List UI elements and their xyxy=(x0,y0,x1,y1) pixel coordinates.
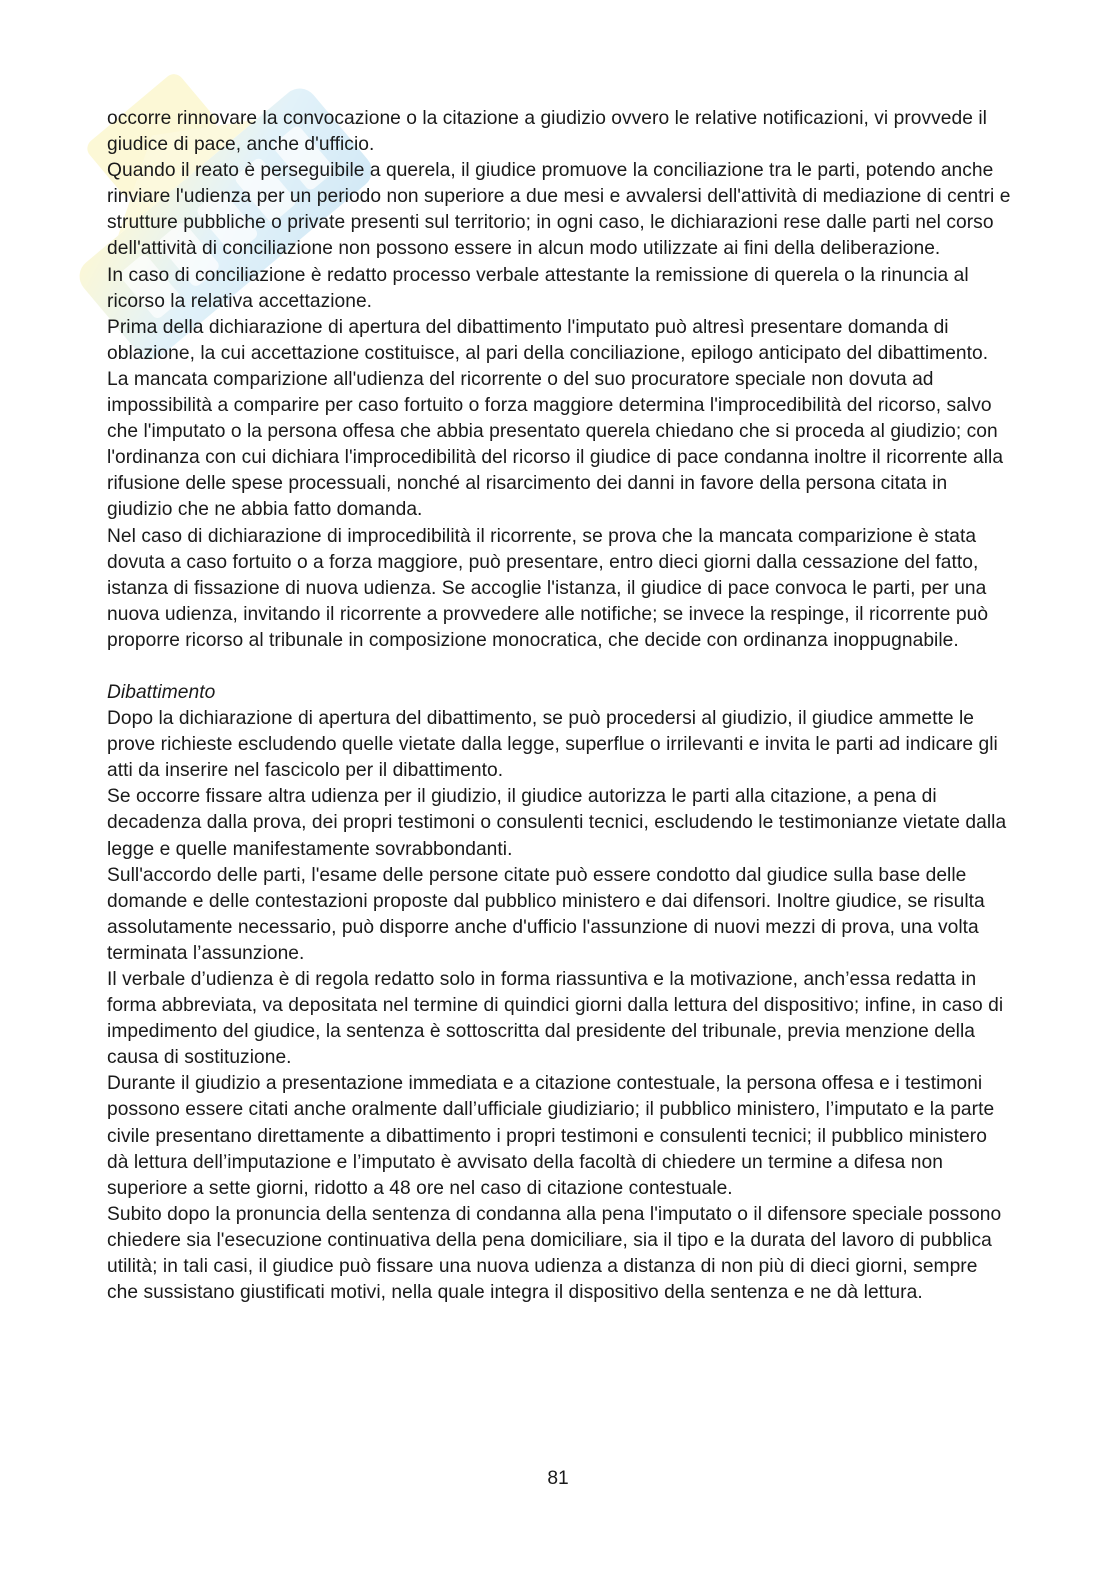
paragraph: Il verbale d’udienza è di regola redatto solo in forma riassuntiva e la motivazione, anch’essa redatta in forma abbreviata, va depositata nel termine di quindici giorni dalla lettura del dispositivo; infine, in caso di impedimento del giudice, la sentenza è sottoscritta dal presidente del tribunale, previa menzione della causa di sostituzione. xyxy=(107,969,1004,1069)
paragraph: La mancata comparizione all'udienza del ricorrente o del suo procuratore speciale non dovuta ad impossibilità a comparire per caso fortuito o forza maggiore determina l'improcedibilità del ricorso, salvo che l'imputato o la persona offesa che abbia presentato querela chiedano che si proceda al giudizio; con l'ordinanza con cui dichiara l'improcedibilità del ricorso il giudice di pace condanna inoltre il ricorrente alla rifusione delle spese processuali, nonché al risarcimento dei danni in favore della persona citata in giudizio che ne abbia fatto domanda. xyxy=(107,368,1004,521)
section-heading: Dibattimento xyxy=(107,681,216,703)
paragraph: Durante il giudizio a presentazione immediata e a citazione contestuale, la persona offesa e i testimoni possono essere citati anche oralmente dall’ufficiale giudiziario; il pubblico ministero, l’imputato e la parte civile presentano direttamente a dibattimento i propri testimoni e consulenti tecnici; il pubblico ministero dà lettura dell’imputazione e l’imputato è avvisato della facoltà di chiedere un termine a difesa non superiore a sette giorni, ridotto a 48 ore nel caso di citazione contestuale. xyxy=(107,1073,995,1199)
paragraph: Prima della dichiarazione di apertura del dibattimento l'imputato può altresì presentare domanda di oblazione, la cui accettazione costituisce, al pari della conciliazione, epilogo anticipato del dibattimento. xyxy=(107,316,989,364)
paragraph: Quando il reato è perseguibile a querela, il giudice promuove la conciliazione tra le parti, potendo anche rinviare l'udienza per un periodo non superiore a due mesi e avvalersi dell'attività di mediazione di centri e strutture pubbliche o private presenti sul territorio; in ogni caso, le dichiarazioni rese dalle parti nel corso dell'attività di conciliazione non possono essere in alcun modo utilizzate ai fini della deliberazione. xyxy=(107,160,1011,260)
paragraph: Nel caso di dichiarazione di improcedibilità il ricorrente, se prova che la mancata comparizione è stata dovuta a caso fortuito o a forza maggiore, può presentare, entro dieci giorni dalla cessazione del fatto, istanza di fissazione di nuova udienza. Se accoglie l'istanza, il giudice di pace convoca le parti, per una nuova udienza, invitando il ricorrente a provvedere alle notifiche; se invece la respinge, il ricorrente può proporre ricorso al tribunale in composizione monocratica, che decide con ordinanza inoppugnabile. xyxy=(107,525,989,651)
page-number: 81 xyxy=(547,1468,569,1489)
paragraph-spacer xyxy=(107,654,1012,680)
paragraph: Sull'accordo delle parti, l'esame delle persone citate può essere condotto dal giudice sulla base delle domande e delle contestazioni proposte dal pubblico ministero e dai difensori. Inoltre giudice, se risulta assolutamente necessario, può disporre anche d'ufficio l'assunzione di nuovi mezzi di prova, una volta terminata l’assunzione. xyxy=(107,864,985,964)
document-body xyxy=(107,106,1012,1306)
paragraph: Se occorre fissare altra udienza per il giudizio, il giudice autorizza le parti alla citazione, a pena di decadenza dalla prova, dei propri testimoni o consulenti tecnici, escludendo le testimonianze vietate dalla legge e quelle manifestamente sovrabbondanti. xyxy=(107,786,1007,860)
paragraph: In caso di conciliazione è redatto processo verbale attestante la remissione di querela o la rinuncia al ricorso la relativa accettazione. xyxy=(107,264,969,312)
paragraph: occorre rinnovare la convocazione o la citazione a giudizio ovvero le relative notificazioni, vi provvede il giudice di pace, anche d'ufficio. xyxy=(107,108,987,156)
paragraph: Dopo la dichiarazione di apertura del dibattimento, se può procedersi al giudizio, il giudice ammette le prove richieste escludendo quelle vietate dalla legge, superflue o irrilevanti e invita le parti ad indicare gli atti da inserire nel fascicolo per il dibattimento. xyxy=(107,708,998,782)
paragraph: Subito dopo la pronuncia della sentenza di condanna alla pena l'imputato o il difensore speciale possono chiedere sia l'esecuzione continuativa della pena domiciliare, sia il tipo e la durata del lavoro di pubblica utilità; in tali casi, il giudice può fissare una nuova udienza a distanza di non più di dieci giorni, sempre che sussistano giustificati motivi, nella quale integra il dispositivo della sentenza e ne dà lettura. xyxy=(107,1203,1002,1304)
